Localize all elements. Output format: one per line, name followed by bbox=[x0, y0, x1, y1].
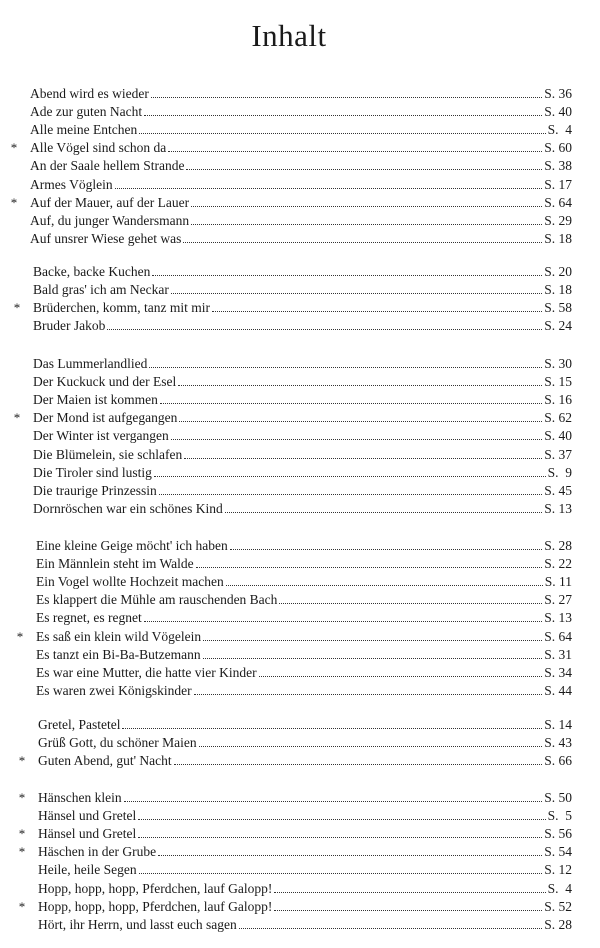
entry-title: Hänsel und Gretel bbox=[38, 826, 137, 842]
dot-leader bbox=[226, 573, 543, 586]
entry-page-number: S. 52 bbox=[544, 898, 572, 914]
toc-entry bbox=[36, 664, 572, 682]
entry-title: Bruder Jakob bbox=[33, 318, 106, 334]
toc-entry bbox=[30, 103, 572, 121]
toc-entry bbox=[33, 409, 572, 427]
dot-leader bbox=[191, 212, 542, 225]
dot-leader bbox=[179, 409, 542, 422]
entry-page-number: S. 50 bbox=[544, 790, 572, 805]
entry-page-number: S. 13 bbox=[544, 610, 572, 626]
toc-entry bbox=[30, 176, 572, 194]
entry-page-number: S. 56 bbox=[544, 826, 572, 842]
entry-title: Armes Vöglein bbox=[30, 176, 113, 192]
dot-leader bbox=[186, 157, 542, 170]
entry-page-number: S. 11 bbox=[544, 574, 572, 590]
dot-leader bbox=[115, 176, 543, 189]
toc-entry bbox=[33, 263, 572, 281]
star-marker: * bbox=[18, 753, 26, 769]
entry-page-number: S. 4 bbox=[547, 880, 572, 896]
entry-title: Die traurige Prinzessin bbox=[33, 482, 157, 498]
star-marker: * bbox=[10, 194, 18, 210]
toc-entry bbox=[38, 716, 572, 734]
entry-title: Häschen in der Grube bbox=[38, 844, 157, 860]
toc-entry bbox=[30, 194, 572, 212]
entry-title: Guten Abend, gut' Nacht bbox=[38, 753, 172, 769]
dot-leader bbox=[138, 807, 545, 820]
entry-page-number: S. 27 bbox=[544, 592, 572, 608]
entry-page-number: S. 4 bbox=[547, 122, 572, 138]
dot-leader bbox=[107, 317, 542, 330]
entry-title: Es war eine Mutter, die hatte vier Kinder bbox=[36, 664, 257, 680]
entry-title: Ein Männlein steht im Walde bbox=[36, 556, 194, 572]
dot-leader bbox=[138, 825, 542, 838]
dot-leader bbox=[196, 555, 543, 568]
entry-page-number: S. 34 bbox=[544, 664, 572, 680]
entry-title: Die Tiroler sind lustig bbox=[33, 464, 152, 480]
dot-leader bbox=[124, 789, 543, 802]
dot-leader bbox=[212, 299, 542, 312]
dot-leader bbox=[174, 752, 543, 765]
entry-title: Grüß Gott, du schöner Maien bbox=[38, 735, 197, 751]
toc-entry bbox=[38, 843, 572, 861]
entry-title: Ade zur guten Nacht bbox=[30, 104, 143, 120]
entry-page-number: S. 60 bbox=[544, 140, 572, 156]
dot-leader bbox=[230, 537, 542, 550]
entry-page-number: S. 16 bbox=[544, 392, 572, 408]
entry-page-number: S. 62 bbox=[544, 410, 572, 426]
entry-title: Hopp, hopp, hopp, Pferdchen, lauf Galopp! bbox=[38, 880, 273, 896]
entry-page-number: S. 43 bbox=[544, 735, 572, 751]
entry-page-number: S. 17 bbox=[544, 176, 572, 192]
entry-page-number: S. 66 bbox=[544, 753, 572, 769]
page-title: Inhalt bbox=[251, 18, 327, 53]
star-marker: * bbox=[16, 628, 24, 644]
dot-leader bbox=[152, 263, 542, 276]
entry-page-number: S. 15 bbox=[544, 374, 572, 390]
toc-entry bbox=[36, 609, 572, 627]
entry-page-number: S. 44 bbox=[544, 682, 572, 698]
toc-entry bbox=[36, 646, 572, 664]
toc-entry bbox=[38, 880, 572, 898]
toc-entry bbox=[33, 299, 572, 317]
entry-title: Hopp, hopp, hopp, Pferdchen, lauf Galopp! bbox=[38, 898, 273, 914]
entry-page-number: S. 12 bbox=[544, 862, 572, 878]
entry-title: Auf, du junger Wandersmann bbox=[30, 212, 190, 228]
toc-entry bbox=[33, 464, 572, 482]
toc-entry bbox=[38, 825, 572, 843]
toc-entry bbox=[36, 628, 572, 646]
entry-page-number: S. 18 bbox=[544, 230, 572, 246]
entry-title: Der Maien ist kommen bbox=[33, 392, 158, 408]
dot-leader bbox=[144, 103, 542, 116]
entry-page-number: S. 28 bbox=[544, 538, 572, 553]
entry-title: Die Blümelein, sie schlafen bbox=[33, 446, 183, 462]
dot-leader bbox=[159, 482, 543, 495]
toc-entry bbox=[38, 789, 572, 807]
entry-page-number: S. 9 bbox=[547, 464, 572, 480]
entry-title: Der Kuckuck und der Esel bbox=[33, 374, 177, 390]
entry-title: Heile, heile Segen bbox=[38, 862, 137, 878]
dot-leader bbox=[171, 427, 542, 440]
entry-page-number: S. 30 bbox=[544, 356, 572, 371]
entry-title: Bald gras' ich am Neckar bbox=[33, 282, 169, 298]
entry-page-number: S. 54 bbox=[544, 844, 572, 860]
toc-entry bbox=[30, 121, 572, 139]
dot-leader bbox=[168, 139, 542, 152]
toc-entry bbox=[33, 427, 572, 445]
dot-leader bbox=[139, 121, 545, 134]
entry-title: Auf der Mauer, auf der Lauer bbox=[30, 194, 190, 210]
star-marker: * bbox=[18, 790, 26, 805]
dot-leader bbox=[259, 664, 543, 677]
star-marker: * bbox=[10, 140, 18, 156]
toc-entry bbox=[36, 537, 572, 555]
toc-entry bbox=[30, 157, 572, 175]
entry-title: Alle meine Entchen bbox=[30, 122, 138, 138]
entry-title: Der Winter ist vergangen bbox=[33, 428, 169, 444]
entry-page-number: S. 36 bbox=[544, 86, 572, 101]
dot-leader bbox=[144, 609, 543, 622]
dot-leader bbox=[158, 843, 542, 856]
entry-page-number: S. 58 bbox=[544, 300, 572, 316]
entry-page-number: S. 22 bbox=[544, 556, 572, 572]
entry-page-number: S. 18 bbox=[544, 282, 572, 298]
toc-entry bbox=[33, 446, 572, 464]
entry-title: Backe, backe Kuchen bbox=[33, 264, 151, 279]
toc-entry bbox=[38, 898, 572, 916]
entry-title: Ein Vogel wollte Hochzeit machen bbox=[36, 574, 224, 590]
entry-title: Das Lummerlandlied bbox=[33, 356, 148, 371]
entry-page-number: S. 24 bbox=[544, 318, 572, 334]
entry-page-number: S. 64 bbox=[544, 628, 572, 644]
toc-entry bbox=[36, 591, 572, 609]
entry-page-number: S. 45 bbox=[544, 482, 572, 498]
toc-entry bbox=[33, 500, 572, 518]
dot-leader bbox=[279, 591, 542, 604]
entry-page-number: S. 20 bbox=[544, 264, 572, 279]
toc-entry bbox=[36, 573, 572, 591]
dot-leader bbox=[239, 916, 543, 929]
entry-title: Brüderchen, komm, tanz mit mir bbox=[33, 300, 210, 316]
dot-leader bbox=[274, 898, 542, 911]
entry-title: Abend wird es wieder bbox=[30, 86, 149, 101]
star-marker: * bbox=[18, 826, 26, 842]
star-marker: * bbox=[13, 410, 21, 426]
dot-leader bbox=[139, 861, 543, 874]
dot-leader bbox=[194, 682, 543, 695]
entry-page-number: S. 29 bbox=[544, 212, 572, 228]
toc-entry bbox=[33, 281, 572, 299]
entry-title: Es saß ein klein wild Vögelein bbox=[36, 628, 202, 644]
entry-title: Es regnet, es regnet bbox=[36, 610, 142, 626]
toc-entry bbox=[30, 230, 572, 248]
entry-title: An der Saale hellem Strande bbox=[30, 158, 185, 174]
dot-leader bbox=[199, 734, 543, 747]
toc-entry bbox=[30, 212, 572, 230]
entry-title: Es tanzt ein Bi-Ba-Butzemann bbox=[36, 646, 201, 662]
entry-title: Gretel, Pastetel bbox=[38, 717, 121, 732]
dot-leader bbox=[149, 355, 542, 368]
star-marker: * bbox=[18, 898, 26, 914]
entry-page-number: S. 13 bbox=[544, 500, 572, 516]
dot-leader bbox=[183, 230, 542, 243]
entry-title: Es klappert die Mühle am rauschenden Bach bbox=[36, 592, 278, 608]
entry-title: Dornröschen war ein schönes Kind bbox=[33, 500, 223, 516]
dot-leader bbox=[225, 500, 543, 513]
star-marker: * bbox=[18, 844, 26, 860]
toc-entry bbox=[38, 861, 572, 879]
entry-title: Hänschen klein bbox=[38, 790, 122, 805]
dot-leader bbox=[160, 391, 542, 404]
dot-leader bbox=[191, 194, 542, 207]
entry-page-number: S. 40 bbox=[544, 104, 572, 120]
toc-entry bbox=[33, 355, 572, 373]
entry-page-number: S. 38 bbox=[544, 158, 572, 174]
entry-title: Der Mond ist aufgegangen bbox=[33, 410, 178, 426]
dot-leader bbox=[203, 646, 543, 659]
toc-entry bbox=[33, 391, 572, 409]
dot-leader bbox=[151, 85, 542, 98]
toc-entry bbox=[33, 482, 572, 500]
entry-page-number: S. 64 bbox=[544, 194, 572, 210]
entry-page-number: S. 31 bbox=[544, 646, 572, 662]
toc-entry bbox=[33, 373, 572, 391]
toc-entry bbox=[36, 555, 572, 573]
toc-entry bbox=[30, 85, 572, 103]
toc-entry bbox=[38, 916, 572, 934]
toc-entry bbox=[38, 752, 572, 770]
dot-leader bbox=[122, 716, 542, 729]
entry-title: Auf unsrer Wiese gehet was bbox=[30, 230, 182, 246]
dot-leader bbox=[203, 628, 542, 641]
toc-entry bbox=[36, 682, 572, 700]
star-marker: * bbox=[13, 300, 21, 316]
entry-title: Hänsel und Gretel bbox=[38, 808, 137, 824]
toc-entry bbox=[33, 317, 572, 335]
entry-page-number: S. 40 bbox=[544, 428, 572, 444]
toc-entry bbox=[38, 734, 572, 752]
entry-title: Eine kleine Geige möcht' ich haben bbox=[36, 538, 228, 553]
entry-title: Alle Vögel sind schon da bbox=[30, 140, 167, 156]
entry-title: Hört, ihr Herrn, und lasst euch sagen bbox=[38, 916, 237, 932]
dot-leader bbox=[274, 880, 545, 893]
dot-leader bbox=[171, 281, 542, 294]
toc-entry bbox=[38, 807, 572, 825]
entry-page-number: S. 37 bbox=[544, 446, 572, 462]
entry-page-number: S. 28 bbox=[544, 916, 572, 932]
dot-leader bbox=[154, 464, 546, 477]
dot-leader bbox=[178, 373, 542, 386]
entry-page-number: S. 5 bbox=[547, 808, 572, 824]
entry-title: Es waren zwei Königskinder bbox=[36, 682, 192, 698]
entry-page-number: S. 14 bbox=[544, 717, 572, 732]
dot-leader bbox=[184, 446, 542, 459]
toc-entry bbox=[30, 139, 572, 157]
